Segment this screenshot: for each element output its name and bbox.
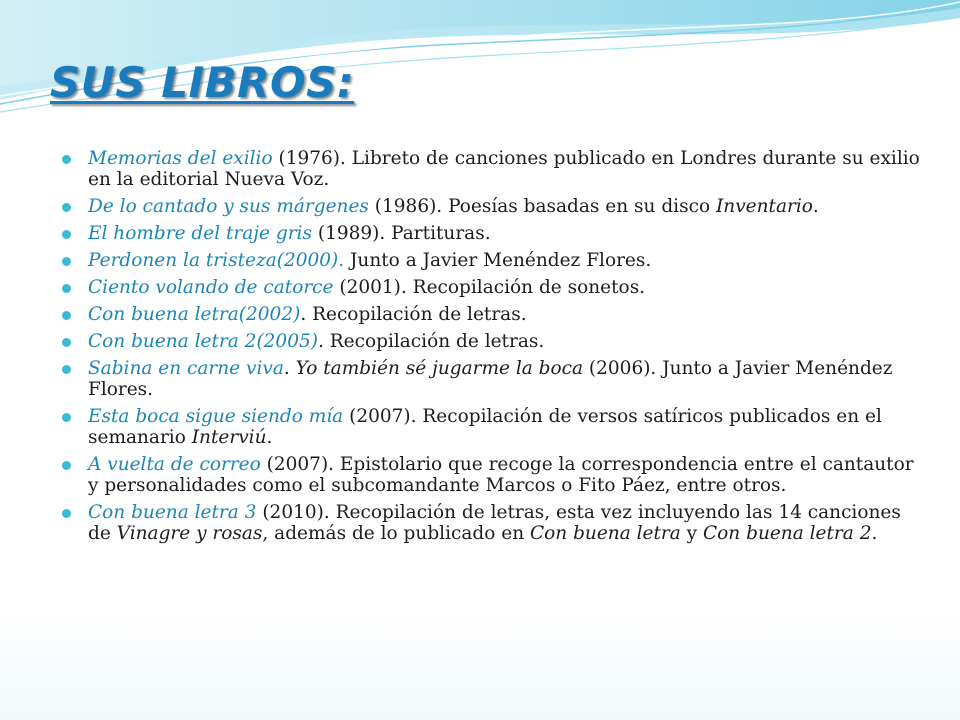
- italic-text: Yo también sé jugarme la boca: [295, 358, 584, 379]
- item-text: .: [871, 523, 878, 544]
- item-text: (1976). Libreto de canciones publicado en Londres durante su exilio en la editorial Nueva Voz.: [88, 148, 920, 190]
- list-item: [62, 304, 922, 325]
- item-text: Junto a Javier Menéndez Flores.: [344, 250, 652, 271]
- item-text: (2006). Junto a Javier Menéndez Flores.: [88, 358, 893, 400]
- item-text: (2007). Recopilación de versos satíricos publicados en el semanario: [88, 406, 882, 448]
- book-title: Sabina en carne viva: [88, 358, 284, 379]
- bullet-icon: [62, 413, 71, 422]
- bullet-icon: [62, 311, 71, 320]
- item-text: y: [680, 523, 704, 544]
- book-title: Con buena letra 2(2005): [88, 331, 318, 352]
- list-item: [62, 331, 922, 352]
- list-item: [62, 502, 922, 544]
- list-item: [62, 358, 922, 400]
- book-title: Con buena letra 3: [88, 502, 257, 523]
- slide-title: SUS LIBROS:: [50, 58, 355, 107]
- list-item: [62, 250, 922, 271]
- item-text: , además de lo publicado en: [262, 523, 530, 544]
- italic-text: Interviú: [191, 427, 267, 448]
- list-item: [62, 223, 922, 244]
- book-title: A vuelta de correo: [88, 454, 261, 475]
- bullet-icon: [62, 461, 71, 470]
- list-item: [62, 454, 922, 496]
- bullet-icon: [62, 203, 71, 212]
- item-text: (2007). Epistolario que recoge la correspondencia entre el cantautor y personalidades como el subcomandante Marcos o Fito Páez, entre otros.: [88, 454, 914, 496]
- list-item: [62, 406, 922, 448]
- book-title: Memorias del exilio: [88, 148, 273, 169]
- book-title: Con buena letra(2002): [88, 304, 301, 325]
- item-text: (1989). Partituras.: [311, 223, 491, 244]
- bullet-icon: [62, 257, 71, 266]
- bullet-icon: [62, 509, 71, 518]
- bullet-icon: [62, 284, 71, 293]
- item-text: . Recopilación de letras.: [317, 331, 545, 352]
- item-text: .: [266, 427, 273, 448]
- bullet-icon: [62, 365, 71, 374]
- item-text: (2010). Recopilación de letras, esta vez incluyendo las 14 canciones de: [88, 502, 901, 544]
- list-item: [62, 196, 922, 217]
- italic-text: Con buena letra: [530, 523, 681, 544]
- book-title: El hombre del traje gris: [88, 223, 312, 244]
- item-text: .: [812, 196, 819, 217]
- book-title: Ciento volando de catorce: [88, 277, 334, 298]
- item-text: .: [283, 358, 296, 379]
- bullet-icon: [62, 338, 71, 347]
- bullet-icon: [62, 155, 71, 164]
- item-text: (2001). Recopilación de sonetos.: [333, 277, 646, 298]
- item-text: (1986). Poesías basadas en su disco: [368, 196, 716, 217]
- bullet-icon: [62, 230, 71, 239]
- book-title: De lo cantado y sus márgenes: [88, 196, 369, 217]
- italic-text: Inventario: [715, 196, 813, 217]
- book-list: [62, 148, 922, 550]
- book-title: Esta boca sigue siendo mía: [88, 406, 344, 427]
- item-text: . Recopilación de letras.: [300, 304, 527, 325]
- list-item: [62, 277, 922, 298]
- italic-text: Vinagre y rosas: [116, 523, 263, 544]
- book-title: Perdonen la tristeza(2000).: [88, 250, 345, 271]
- list-item: [62, 148, 922, 190]
- italic-text: Con buena letra 2: [703, 523, 872, 544]
